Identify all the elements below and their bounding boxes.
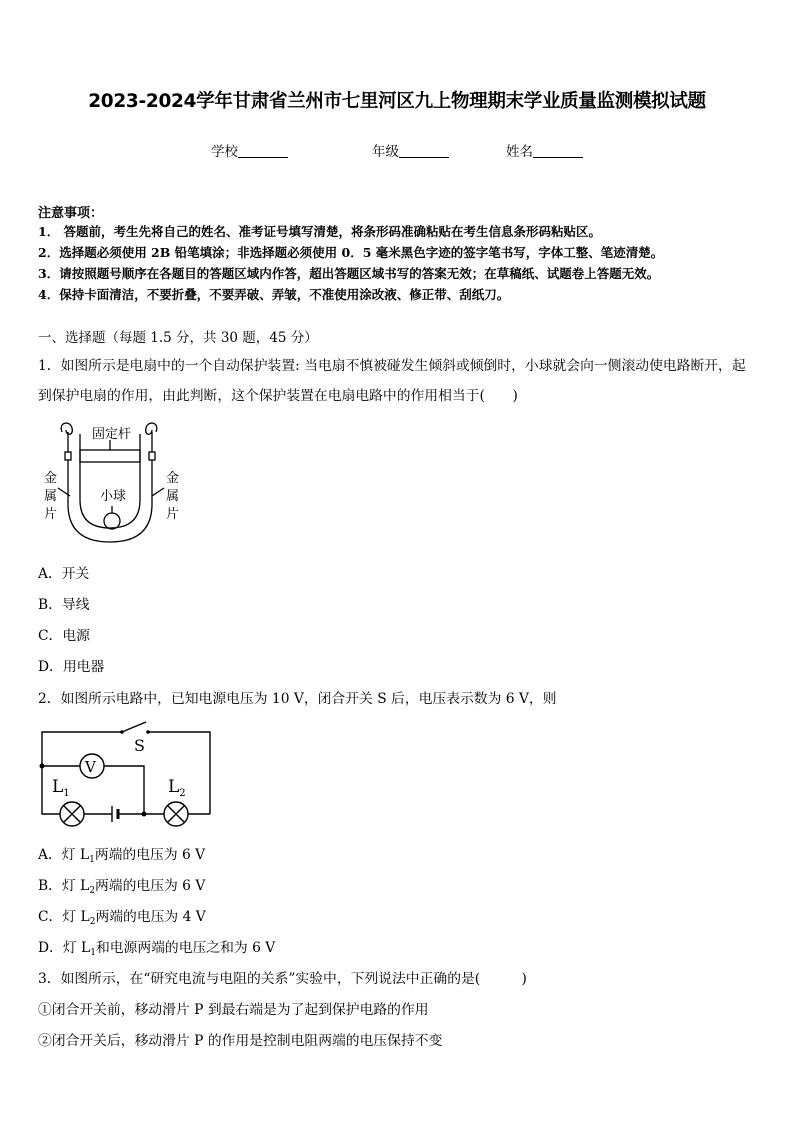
right-metal-label-3: 片 bbox=[166, 507, 180, 522]
question-1-line-2: 到保护电扇的作用，由此判断，这个保护装置在电扇电路中的作用相当于( ) bbox=[38, 388, 518, 404]
question-2-option-c: C．灯 $L_2$两端的电压为 4 V bbox=[38, 909, 206, 927]
right-metal-label-1: 金 bbox=[166, 471, 180, 486]
grade-blank bbox=[399, 143, 449, 158]
notes-title: 注意事项： bbox=[38, 206, 104, 221]
left-metal-label-1: 金 bbox=[44, 471, 58, 486]
question-2-text: 2．如图所示电路中，已知电源电压为 10 V，闭合开关 S 后，电压表示数为 6 V，则 bbox=[38, 691, 557, 707]
note-item: 1． 答题前，考生先将自己的姓名、准考证号填写清楚，将条形码准确粘贴在考生信息条形码粘贴区。 bbox=[38, 224, 602, 239]
left-metal-label-2: 属 bbox=[44, 489, 58, 504]
left-curl-mark bbox=[61, 423, 72, 434]
grade-field bbox=[372, 140, 449, 160]
right-curl-mark bbox=[146, 423, 157, 434]
switch-label: S bbox=[134, 736, 145, 755]
rod-label: 固定杆 bbox=[92, 427, 132, 442]
switch-blade bbox=[122, 722, 146, 732]
name-label: 姓名 bbox=[506, 144, 533, 160]
grade-label: 年级 bbox=[372, 144, 399, 160]
circuit-figure bbox=[34, 718, 214, 830]
ball bbox=[104, 513, 120, 529]
question-3-statement-2: ②闭合开关后，移动滑片 P 的作用是控制电阻两端的电压保持不变 bbox=[38, 1033, 443, 1049]
question-3-text: 3．如图所示，在“研究电流与电阻的关系”实验中，下列说法中正确的是( ) bbox=[38, 971, 527, 987]
question-1-option-d: D．用电器 bbox=[38, 659, 105, 675]
question-1-line-1: 1．如图所示是电扇中的一个自动保护装置: 当电扇不慎被碰发生倾斜或倾倒时，小球就会向一侧滚动使电路断开，起 bbox=[38, 358, 746, 374]
fixed-rod bbox=[80, 450, 140, 462]
note-item: 4．保持卡面清洁，不要折叠，不要弄破、弄皱，不准使用涂改液、修正带、刮纸刀。 bbox=[38, 287, 510, 302]
question-1-option-b: B．导线 bbox=[38, 597, 90, 613]
lamp-2-label: $L_2$ bbox=[168, 777, 186, 799]
name-field bbox=[506, 140, 583, 160]
question-1-option-a: A．开关 bbox=[38, 566, 90, 582]
question-2-option-d: D．灯 $L_1$和电源两端的电压之和为 6 V bbox=[38, 940, 276, 958]
lamp-1-label: $L_1$ bbox=[52, 777, 70, 799]
right-metal-label-2: 属 bbox=[166, 489, 180, 504]
school-blank bbox=[238, 143, 288, 158]
note-item: 2．选择题必须使用 2B 铅笔填涂；非选择题必须使用 0．5 毫米黑色字迹的签字笔书写，字体工整、笔迹清楚。 bbox=[38, 245, 664, 260]
ball-label: 小球 bbox=[100, 489, 127, 504]
section-heading: 一、选择题（每题 1.5 分，共 30 题，45 分） bbox=[38, 330, 318, 346]
name-blank bbox=[533, 143, 583, 158]
page-title: 2023-2024学年甘肃省兰州市七里河区九上物理期末学业质量监测模拟试题 bbox=[88, 91, 706, 112]
school-label: 学校 bbox=[211, 144, 238, 160]
question-2-option-b: B．灯 $L_2$两端的电压为 6 V bbox=[38, 878, 206, 896]
question-2-option-a: A．灯 $L_1$两端的电压为 6 V bbox=[38, 847, 206, 865]
left-metal-label-3: 片 bbox=[44, 507, 58, 522]
question-3-statement-1: ①闭合开关前，移动滑片 P 到最右端是为了起到保护电路的作用 bbox=[38, 1002, 429, 1018]
school-field bbox=[211, 140, 288, 160]
question-1-option-c: C．电源 bbox=[38, 628, 90, 644]
voltmeter-label: V bbox=[85, 758, 96, 776]
protection-device-figure bbox=[40, 418, 190, 546]
note-item: 3．请按照题号顺序在各题目的答题区域内作答，超出答题区域书写的答案无效；在草稿纸、试题卷上答题无效。 bbox=[38, 266, 660, 281]
